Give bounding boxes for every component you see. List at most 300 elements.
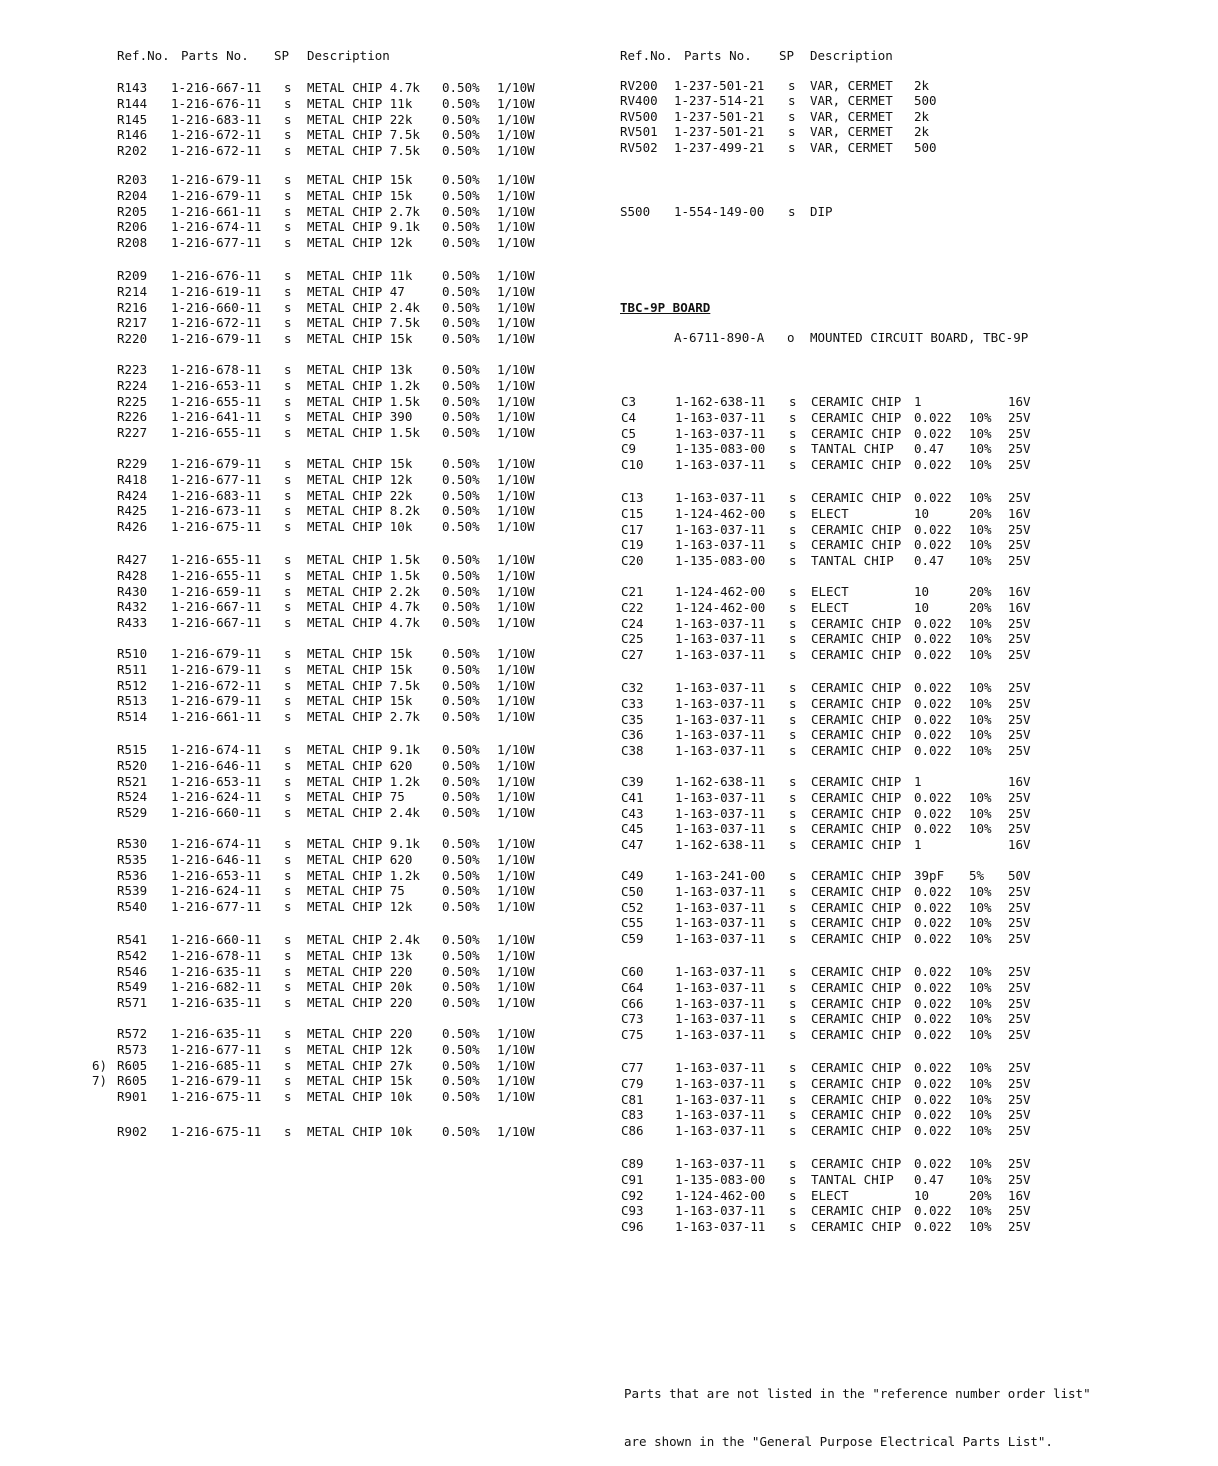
value: 0.022 xyxy=(914,727,952,743)
tolerance: 0.50% xyxy=(442,552,480,567)
tolerance: 0.50% xyxy=(442,805,480,821)
value: 0.022 xyxy=(914,711,952,727)
table-row xyxy=(0,631,1218,647)
description: METAL CHIP 11k xyxy=(307,268,413,283)
power-rating: 1/10W xyxy=(497,599,535,615)
sp-code: s xyxy=(284,95,292,111)
value: 10 xyxy=(914,584,930,599)
table-row xyxy=(0,790,1218,806)
tolerance: 0.50% xyxy=(442,995,480,1011)
part-number: 1-216-655-11 xyxy=(171,552,262,567)
power-rating: 1/10W xyxy=(497,127,535,143)
value: 0.022 xyxy=(914,789,952,805)
part-number: 1-135-083-00 xyxy=(675,441,766,457)
description: CERAMIC CHIP xyxy=(811,964,902,979)
description: METAL CHIP 1.5k xyxy=(307,552,420,567)
sp-code: s xyxy=(789,1187,797,1203)
tolerance: 0.50% xyxy=(442,235,480,251)
power-rating: 1/10W xyxy=(497,299,535,315)
tolerance: 0.50% xyxy=(442,583,480,599)
tolerance: 10% xyxy=(969,1219,992,1235)
sp-code: s xyxy=(284,693,292,709)
tolerance: 10% xyxy=(969,647,992,663)
value: 0.022 xyxy=(914,1123,952,1139)
part-number: 1-237-514-21 xyxy=(674,93,765,109)
part-number: 1-163-037-11 xyxy=(675,995,766,1011)
tolerance: 10% xyxy=(969,899,992,915)
part-number: 1-163-037-11 xyxy=(675,631,766,647)
ref-number: C10 xyxy=(621,457,644,473)
description: METAL CHIP 9.1k xyxy=(307,836,420,851)
value: 0.022 xyxy=(914,899,952,915)
ref-number: R433 xyxy=(117,615,148,631)
power-rating: 1/10W xyxy=(497,742,535,757)
ref-number: C50 xyxy=(621,883,644,899)
power-rating: 1/10W xyxy=(497,95,535,111)
value: 0.022 xyxy=(914,743,952,759)
ref-number: C83 xyxy=(621,1107,644,1123)
value: 1 xyxy=(914,837,922,853)
sp-code: s xyxy=(789,711,797,727)
table-row xyxy=(0,1076,1218,1092)
part-number: 1-216-655-11 xyxy=(171,567,262,583)
description: METAL CHIP 11k xyxy=(307,95,413,111)
value: 0.47 xyxy=(914,553,945,569)
sp-code: s xyxy=(284,331,292,347)
ref-number: RV200 xyxy=(620,78,658,93)
table-row xyxy=(0,996,1218,1012)
sp-code: s xyxy=(788,139,796,155)
table-row xyxy=(0,1107,1218,1123)
left-header-sp: SP xyxy=(274,48,290,63)
description: METAL CHIP 12k xyxy=(307,235,413,251)
tolerance: 10% xyxy=(969,409,992,425)
table-row xyxy=(0,1188,1218,1204)
table-row xyxy=(0,537,1218,553)
ref-number: C75 xyxy=(621,1027,644,1043)
ref-number: C36 xyxy=(621,727,644,743)
ref-number: C25 xyxy=(621,631,644,647)
ref-number: C77 xyxy=(621,1060,644,1075)
voltage: 25V xyxy=(1008,1011,1031,1027)
description: METAL CHIP 27k xyxy=(307,1057,413,1073)
ref-number: RV500 xyxy=(620,108,658,124)
ref-number: R430 xyxy=(117,583,148,599)
sp-code: s xyxy=(284,979,292,995)
table-row xyxy=(0,457,1218,473)
tolerance: 0.50% xyxy=(442,693,480,709)
value: 0.022 xyxy=(914,995,952,1011)
sp-code: s xyxy=(789,883,797,899)
part-number: 1-216-655-11 xyxy=(171,393,262,409)
sp-code: s xyxy=(284,1026,292,1041)
tolerance: 0.50% xyxy=(442,409,480,425)
description: VAR, CERMET xyxy=(810,139,893,155)
description: CERAMIC CHIP xyxy=(811,1203,902,1219)
sp-code: s xyxy=(789,553,797,569)
description: METAL CHIP 7.5k xyxy=(307,315,420,331)
ref-number: C24 xyxy=(621,615,644,631)
part-number: 1-216-676-11 xyxy=(171,95,262,111)
sp-code: s xyxy=(789,995,797,1011)
description: METAL CHIP 75 xyxy=(307,883,405,899)
description: METAL CHIP 2.4k xyxy=(307,299,420,315)
tolerance: 0.50% xyxy=(442,268,480,283)
tolerance: 0.50% xyxy=(442,963,480,979)
part-number: 1-163-037-11 xyxy=(675,711,766,727)
value: 0.022 xyxy=(914,931,952,947)
ref-number: R541 xyxy=(117,932,148,947)
tolerance: 10% xyxy=(969,695,992,711)
part-number: 1-216-646-11 xyxy=(171,851,262,867)
part-number: 1-216-677-11 xyxy=(171,899,262,915)
table-row xyxy=(0,378,600,394)
table-row xyxy=(0,964,1218,980)
voltage: 25V xyxy=(1008,680,1031,695)
description: METAL CHIP 390 xyxy=(307,409,413,425)
footnote-line-2: are shown in the "General Purpose Electrical Parts List". xyxy=(624,1434,1053,1449)
sp-code: s xyxy=(789,1027,797,1043)
description: CERAMIC CHIP xyxy=(811,1107,902,1123)
voltage: 25V xyxy=(1008,727,1031,743)
ref-number: C92 xyxy=(621,1187,644,1203)
voltage: 25V xyxy=(1008,1203,1031,1219)
table-row xyxy=(0,774,1218,790)
voltage: 25V xyxy=(1008,964,1031,979)
part-number: 1-216-635-11 xyxy=(171,1026,262,1041)
sp-code: s xyxy=(789,394,797,409)
sp-code: s xyxy=(789,821,797,837)
table-row xyxy=(0,362,600,378)
tolerance: 10% xyxy=(969,789,992,805)
ref-number: C41 xyxy=(621,789,644,805)
sp-code: s xyxy=(789,1107,797,1123)
value: 0.022 xyxy=(914,805,952,821)
power-rating: 1/10W xyxy=(497,757,535,773)
voltage: 25V xyxy=(1008,1075,1031,1091)
description: CERAMIC CHIP xyxy=(811,789,902,805)
sp-code: s xyxy=(789,1011,797,1027)
description: METAL CHIP 15k xyxy=(307,172,413,187)
value: 500 xyxy=(914,139,937,155)
voltage: 16V xyxy=(1008,584,1031,599)
table-row xyxy=(0,647,1218,663)
description: CERAMIC CHIP xyxy=(811,1011,902,1027)
table-row xyxy=(0,837,1218,853)
value: 0.022 xyxy=(914,1203,952,1219)
table-row xyxy=(0,188,600,204)
table-row xyxy=(0,696,1218,712)
table-row xyxy=(0,662,600,678)
part-number: 1-216-679-11 xyxy=(171,456,262,471)
mounted-board-row xyxy=(0,330,1218,346)
table-row xyxy=(0,487,1218,506)
sp-code: s xyxy=(284,709,292,725)
left-header-ref: Ref.No. xyxy=(117,48,170,63)
tolerance: 10% xyxy=(969,821,992,837)
sp-code: s xyxy=(284,1057,292,1073)
sp-code: s xyxy=(284,867,292,883)
tolerance: 10% xyxy=(969,1011,992,1027)
sp-code: s xyxy=(789,1091,797,1107)
voltage: 25V xyxy=(1008,899,1031,915)
switch-desc: DIP xyxy=(810,204,833,219)
ref-number: C33 xyxy=(621,695,644,711)
ref-number: R424 xyxy=(117,487,148,503)
tolerance: 0.50% xyxy=(442,1089,480,1105)
ref-number: R432 xyxy=(117,599,148,615)
sp-code: s xyxy=(789,899,797,915)
value: 0.022 xyxy=(914,680,952,695)
description: CERAMIC CHIP xyxy=(811,394,902,409)
description: METAL CHIP 1.2k xyxy=(307,377,420,393)
part-number: 1-216-679-11 xyxy=(171,187,262,203)
voltage: 25V xyxy=(1008,441,1031,457)
voltage: 25V xyxy=(1008,883,1031,899)
power-rating: 1/10W xyxy=(497,615,535,631)
description: TANTAL CHIP xyxy=(811,441,894,457)
description: VAR, CERMET xyxy=(810,78,893,93)
ref-number: C55 xyxy=(621,915,644,931)
sp-code: s xyxy=(789,647,797,663)
right-header-parts: Parts No. xyxy=(684,48,752,63)
voltage: 25V xyxy=(1008,1156,1031,1171)
footnote xyxy=(624,1354,1091,1466)
tolerance: 5% xyxy=(969,868,985,883)
power-rating: 1/10W xyxy=(497,1089,535,1105)
table-row xyxy=(0,758,600,774)
ref-number: C45 xyxy=(621,821,644,837)
table-row xyxy=(0,712,1218,728)
tolerance: 0.50% xyxy=(442,1041,480,1057)
footnote-line-1: Parts that are not listed in the "reference number order list" xyxy=(624,1386,1091,1401)
description: METAL CHIP 15k xyxy=(307,187,413,203)
ref-number: C93 xyxy=(621,1203,644,1219)
part-number: 1-216-676-11 xyxy=(171,268,262,283)
ref-number: R520 xyxy=(117,757,148,773)
ref-number: C21 xyxy=(621,584,644,599)
sp-code: s xyxy=(284,425,292,441)
table-row xyxy=(0,410,1218,426)
description: METAL CHIP 2.4k xyxy=(307,932,420,947)
description: CERAMIC CHIP xyxy=(811,1123,902,1139)
description: VAR, CERMET xyxy=(810,93,893,109)
value: 0.022 xyxy=(914,883,952,899)
value: 0.022 xyxy=(914,490,952,505)
description: METAL CHIP 12k xyxy=(307,899,413,915)
description: METAL CHIP 15k xyxy=(307,693,413,709)
description: VAR, CERMET xyxy=(810,108,893,124)
description: CERAMIC CHIP xyxy=(811,727,902,743)
ref-number: R225 xyxy=(117,393,148,409)
ref-number: R539 xyxy=(117,883,148,899)
sp-code: s xyxy=(789,789,797,805)
part-number: 1-216-672-11 xyxy=(171,143,262,159)
ref-number: C47 xyxy=(621,837,644,853)
ref-number: R224 xyxy=(117,377,148,393)
voltage: 25V xyxy=(1008,647,1031,663)
sp-code: s xyxy=(788,78,796,93)
left-header-desc: Description xyxy=(307,48,390,63)
tolerance: 0.50% xyxy=(442,283,480,299)
description: TANTAL CHIP xyxy=(811,553,894,569)
ref-number: R901 xyxy=(117,1089,148,1105)
description: METAL CHIP 9.1k xyxy=(307,219,420,235)
table-row xyxy=(0,727,1218,743)
sp-code: s xyxy=(789,599,797,615)
ref-number: C43 xyxy=(621,805,644,821)
tolerance: 0.50% xyxy=(442,187,480,203)
ref-number: C79 xyxy=(621,1075,644,1091)
voltage: 16V xyxy=(1008,394,1031,409)
voltage: 25V xyxy=(1008,409,1031,425)
description: CERAMIC CHIP xyxy=(811,695,902,711)
sp-code: s xyxy=(284,80,292,95)
ref-number: C64 xyxy=(621,979,644,995)
ref-number: R514 xyxy=(117,709,148,725)
part-number: 1-216-641-11 xyxy=(171,409,262,425)
table-row xyxy=(0,315,600,331)
tolerance: 0.50% xyxy=(442,95,480,111)
tolerance: 10% xyxy=(969,1107,992,1123)
value: 0.022 xyxy=(914,1219,952,1235)
part-number: 1-163-037-11 xyxy=(675,883,766,899)
tolerance: 0.50% xyxy=(442,773,480,789)
ref-number: R605 xyxy=(117,1073,148,1089)
part-number: 1-216-674-11 xyxy=(171,219,262,235)
part-number: 1-163-037-11 xyxy=(675,789,766,805)
tolerance: 0.50% xyxy=(442,1057,480,1073)
sp-code: s xyxy=(284,409,292,425)
power-rating: 1/10W xyxy=(497,315,535,331)
sp-code: s xyxy=(789,1203,797,1219)
part-number: 1-162-638-11 xyxy=(675,394,766,409)
voltage: 25V xyxy=(1008,1091,1031,1107)
ref-number: R204 xyxy=(117,187,148,203)
part-number: 1-163-037-11 xyxy=(675,1027,766,1043)
tolerance: 0.50% xyxy=(442,567,480,583)
sp-code: s xyxy=(284,203,292,219)
part-number: 1-216-679-11 xyxy=(171,661,262,677)
sp-code: s xyxy=(284,456,292,471)
description: METAL CHIP 2.7k xyxy=(307,203,420,219)
voltage: 25V xyxy=(1008,695,1031,711)
power-rating: 1/10W xyxy=(497,805,535,821)
sp-code: s xyxy=(284,1089,292,1105)
part-number: 1-163-037-11 xyxy=(675,425,766,441)
ref-number: RV400 xyxy=(620,93,658,109)
table-row xyxy=(0,948,600,964)
tolerance: 10% xyxy=(969,743,992,759)
description: METAL CHIP 620 xyxy=(307,851,413,867)
ref-number: R220 xyxy=(117,331,148,347)
ref-number: R208 xyxy=(117,235,148,251)
description: METAL CHIP 2.7k xyxy=(307,709,420,725)
description: METAL CHIP 7.5k xyxy=(307,143,420,159)
table-row xyxy=(0,884,1218,900)
part-number: 1-216-679-11 xyxy=(171,1073,262,1089)
value: 0.022 xyxy=(914,457,952,473)
table-row xyxy=(0,1156,1218,1172)
voltage: 16V xyxy=(1008,599,1031,615)
description: METAL CHIP 47 xyxy=(307,283,405,299)
tolerance: 0.50% xyxy=(442,471,480,487)
table-row xyxy=(0,806,1218,822)
table-row xyxy=(0,394,1218,410)
voltage: 25V xyxy=(1008,1107,1031,1123)
power-rating: 1/10W xyxy=(497,661,535,677)
power-rating: 1/10W xyxy=(497,187,535,203)
voltage: 25V xyxy=(1008,1219,1031,1235)
voltage: 25V xyxy=(1008,979,1031,995)
sp-code: s xyxy=(788,108,796,124)
ref-number: C20 xyxy=(621,553,644,569)
part-number: 1-216-674-11 xyxy=(171,836,262,851)
sp-code: s xyxy=(284,219,292,235)
part-number: 1-216-685-11 xyxy=(171,1057,262,1073)
value: 0.022 xyxy=(914,521,952,537)
ref-number: C32 xyxy=(621,680,644,695)
power-rating: 1/10W xyxy=(497,583,535,599)
ref-number: R205 xyxy=(117,203,148,219)
value: 0.022 xyxy=(914,631,952,647)
power-rating: 1/10W xyxy=(497,377,535,393)
description: CERAMIC CHIP xyxy=(811,1091,902,1107)
power-rating: 1/10W xyxy=(497,80,535,95)
ref-number: C35 xyxy=(621,711,644,727)
sp-code: s xyxy=(284,362,292,377)
ref-number: R203 xyxy=(117,172,148,187)
table-row xyxy=(0,472,600,488)
switch-row xyxy=(0,204,1218,220)
sp-code: s xyxy=(789,680,797,695)
tolerance: 0.50% xyxy=(442,932,480,947)
part-number: 1-163-037-11 xyxy=(675,521,766,537)
sp-code: s xyxy=(789,1075,797,1091)
table-row xyxy=(0,852,600,868)
description: METAL CHIP 1.2k xyxy=(307,867,420,883)
table-row xyxy=(0,1219,1218,1235)
part-number: 1-216-667-11 xyxy=(171,80,262,95)
part-number: 1-216-677-11 xyxy=(171,471,262,487)
part-number: 1-163-037-11 xyxy=(675,1060,766,1075)
part-number: 1-237-499-21 xyxy=(674,139,765,155)
sp-code: s xyxy=(284,127,292,143)
sp-code: s xyxy=(284,789,292,805)
sp-code: s xyxy=(789,695,797,711)
table-row xyxy=(0,172,600,188)
sp-code: s xyxy=(789,441,797,457)
ref-number: C27 xyxy=(621,647,644,663)
sp-code: s xyxy=(284,615,292,631)
ref-number: R227 xyxy=(117,425,148,441)
ref-number: R524 xyxy=(117,789,148,805)
ref-number: R144 xyxy=(117,95,148,111)
tolerance: 0.50% xyxy=(442,111,480,127)
part-number: 1-163-037-11 xyxy=(675,821,766,837)
description: CERAMIC CHIP xyxy=(811,1219,902,1235)
tolerance: 10% xyxy=(969,1027,992,1043)
sp-code: s xyxy=(789,979,797,995)
power-rating: 1/10W xyxy=(497,143,535,159)
ref-number: R511 xyxy=(117,661,148,677)
sp-code: s xyxy=(284,393,292,409)
tolerance: 0.50% xyxy=(442,615,480,631)
board-title: TBC-9P BOARD xyxy=(620,300,711,315)
description: METAL CHIP 620 xyxy=(307,757,413,773)
part-number: 1-162-638-11 xyxy=(675,837,766,853)
description: METAL CHIP 7.5k xyxy=(307,677,420,693)
